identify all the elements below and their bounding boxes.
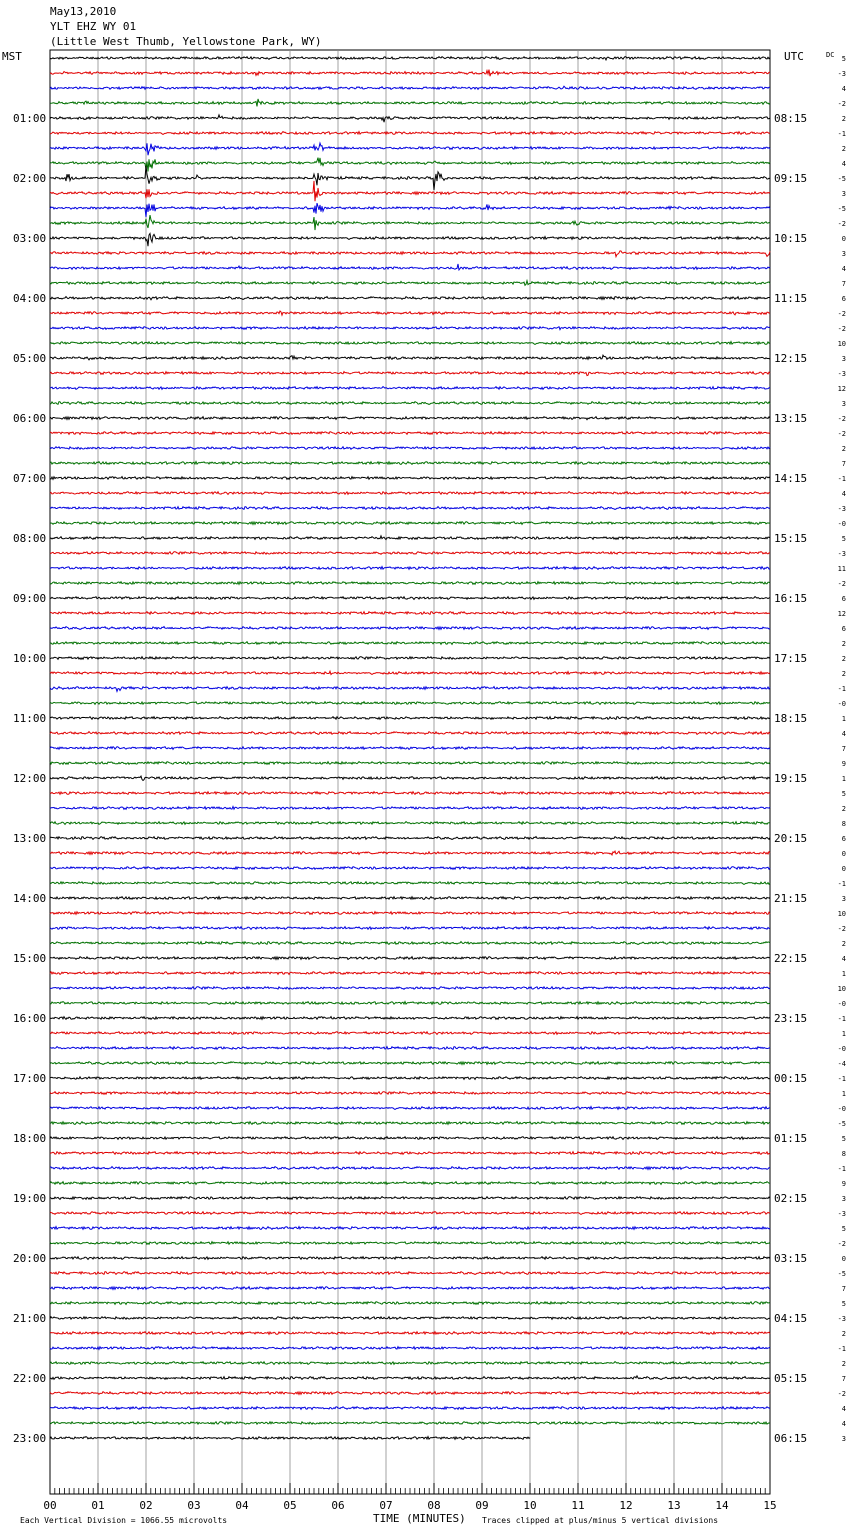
dc-offset-60: 4 (841, 955, 846, 963)
utc-label-1115: 11:15 (774, 292, 808, 305)
dc-offset-labels (838, 55, 846, 1443)
dc-offset-5: -1 (837, 130, 846, 138)
dc-offset-61: 1 (841, 970, 846, 978)
seismogram-trace-45 (50, 732, 770, 735)
dc-offset-37: 12 (837, 610, 846, 618)
seismogram-trace-19 (50, 342, 770, 345)
dc-offset-0: 5 (841, 55, 846, 63)
seismogram-trace-79 (50, 1242, 770, 1245)
seismogram-trace-5 (50, 132, 770, 135)
utc-label-0415: 04:15 (774, 1312, 808, 1325)
seismogram-trace-30 (50, 507, 770, 510)
dc-offset-32: 5 (841, 535, 846, 543)
dc-offset-58: -2 (837, 925, 846, 933)
dc-offset-39: 2 (841, 640, 846, 648)
seismogram-trace-11 (50, 215, 770, 230)
seismogram-trace-89 (50, 1392, 770, 1395)
seismogram-trace-49 (50, 792, 770, 795)
dc-offset-12: 0 (841, 235, 846, 243)
x-tick-label-11: 11 (571, 1499, 585, 1512)
seismogram-trace-44 (50, 717, 770, 720)
left-timezone-label: MST (2, 50, 22, 63)
seismogram-trace-47 (50, 762, 770, 765)
dc-offset-17: -2 (837, 310, 846, 318)
utc-label-1715: 17:15 (774, 652, 808, 665)
seismogram-trace-33 (50, 552, 770, 555)
seismogram-traces (50, 57, 770, 1440)
seismogram-trace-73 (50, 1152, 770, 1155)
seismogram-trace-37 (50, 612, 770, 615)
dc-offset-41: 2 (841, 670, 846, 678)
seismogram-trace-85 (50, 1332, 770, 1335)
seismogram-trace-48 (50, 776, 770, 780)
dc-offset-91: 4 (841, 1420, 846, 1428)
utc-label-0015: 00:15 (774, 1072, 808, 1085)
mst-label-0400: 04:00 (13, 292, 47, 305)
seismogram-trace-75 (50, 1182, 770, 1185)
mst-label-1900: 19:00 (13, 1192, 47, 1205)
seismogram-trace-65 (50, 1032, 770, 1035)
x-tick-label-07: 07 (379, 1499, 393, 1512)
seismogram-trace-50 (50, 807, 770, 810)
seismogram-trace-54 (50, 867, 770, 870)
mst-label-0500: 05:00 (13, 352, 47, 365)
dc-offset-46: 7 (841, 745, 846, 753)
dc-offset-14: 4 (841, 265, 846, 273)
seismogram-trace-77 (50, 1212, 770, 1215)
dc-offset-40: 2 (841, 655, 846, 663)
seismogram-trace-68 (50, 1077, 770, 1080)
dc-offset-79: -2 (837, 1240, 846, 1248)
utc-label-0515: 05:15 (774, 1372, 808, 1385)
dc-offset-34: 11 (837, 565, 846, 573)
dc-offset-43: -0 (837, 700, 846, 708)
x-tick-label-06: 06 (331, 1499, 345, 1512)
seismogram-trace-14 (50, 264, 770, 270)
dc-offset-11: -2 (837, 220, 846, 228)
seismogram-trace-52 (50, 837, 770, 840)
seismogram-trace-17 (50, 311, 770, 315)
seismogram-trace-27 (50, 462, 770, 465)
dc-offset-83: 5 (841, 1300, 846, 1308)
x-tick-label-10: 10 (523, 1499, 537, 1512)
seismogram-trace-67 (50, 1062, 770, 1065)
seismogram-trace-16 (50, 297, 770, 300)
seismogram-trace-15 (50, 281, 770, 286)
seismogram-trace-60 (50, 957, 770, 960)
mst-label-1500: 15:00 (13, 952, 47, 965)
utc-label-1315: 13:15 (774, 412, 808, 425)
dc-offset-55: -1 (837, 880, 846, 888)
x-tick-label-08: 08 (427, 1499, 441, 1512)
x-tick-label-12: 12 (619, 1499, 633, 1512)
dc-offset-24: -2 (837, 415, 846, 423)
dc-offset-68: -1 (837, 1075, 846, 1083)
x-tick-label-04: 04 (235, 1499, 249, 1512)
dc-offset-59: 2 (841, 940, 846, 948)
seismogram-trace-2 (50, 86, 770, 89)
dc-offset-18: -2 (837, 325, 846, 333)
x-tick-label-09: 09 (475, 1499, 489, 1512)
seismogram-trace-32 (50, 536, 770, 540)
dc-offset-90: 4 (841, 1405, 846, 1413)
station-id: YLT EHZ WY 01 (50, 20, 137, 33)
time-axis-tick-labels (43, 1499, 776, 1512)
seismogram-trace-90 (50, 1407, 770, 1410)
x-tick-label-05: 05 (283, 1499, 297, 1512)
dc-offset-84: -3 (837, 1315, 846, 1323)
mst-label-2200: 22:00 (13, 1372, 47, 1385)
dc-offset-35: -2 (837, 580, 846, 588)
seismogram-trace-78 (50, 1227, 770, 1230)
dc-offset-50: 2 (841, 805, 846, 813)
seismogram-trace-59 (50, 942, 770, 945)
dc-offset-21: -3 (837, 370, 846, 378)
dc-offset-30: -3 (837, 505, 846, 513)
seismogram-trace-0 (50, 57, 770, 60)
seismogram-trace-24 (50, 417, 770, 420)
dc-offset-66: -0 (837, 1045, 846, 1053)
utc-label-2215: 22:15 (774, 952, 808, 965)
seismogram-trace-34 (50, 567, 770, 570)
seismogram-trace-46 (50, 747, 770, 750)
seismogram-trace-29 (50, 492, 770, 495)
seismogram-trace-9 (50, 181, 770, 201)
dc-offset-69: 1 (841, 1090, 846, 1098)
dc-offset-89: -2 (837, 1390, 846, 1398)
seismogram-trace-84 (50, 1317, 770, 1320)
seismogram-trace-3 (50, 99, 770, 107)
utc-label-2015: 20:15 (774, 832, 808, 845)
dc-offset-88: 7 (841, 1375, 846, 1383)
dc-offset-23: 3 (841, 400, 846, 408)
seismogram-trace-38 (50, 627, 770, 630)
dc-offset-33: -3 (837, 550, 846, 558)
seismogram-trace-57 (50, 912, 770, 915)
mst-hour-labels (13, 112, 46, 1445)
dc-offset-74: -1 (837, 1165, 846, 1173)
dc-offset-29: 4 (841, 490, 846, 498)
dc-offset-8: -5 (837, 175, 846, 183)
dc-offset-26: 2 (841, 445, 846, 453)
dc-offset-75: 9 (841, 1180, 846, 1188)
mst-label-0600: 06:00 (13, 412, 47, 425)
time-axis-ticks (50, 1483, 770, 1494)
seismogram-trace-42 (50, 687, 770, 692)
right-timezone-label: UTC (784, 50, 804, 63)
utc-label-0315: 03:15 (774, 1252, 808, 1265)
seismogram-trace-61 (50, 972, 770, 975)
seismogram-trace-35 (50, 582, 770, 585)
dc-offset-19: 10 (837, 340, 846, 348)
dc-offset-2: 4 (841, 85, 846, 93)
seismogram-trace-20 (50, 355, 770, 360)
dc-offset-4: 2 (841, 115, 846, 123)
seismogram-trace-23 (50, 402, 770, 405)
dc-offset-64: -1 (837, 1015, 846, 1023)
seismogram-trace-91 (50, 1422, 770, 1425)
seismogram-trace-21 (50, 372, 770, 376)
dc-offset-80: 0 (841, 1255, 846, 1263)
dc-offset-44: 1 (841, 715, 846, 723)
dc-offset-57: 10 (837, 910, 846, 918)
seismogram-trace-36 (50, 597, 770, 600)
utc-label-1015: 10:15 (774, 232, 808, 245)
dc-offset-13: 3 (841, 250, 846, 258)
seismogram-trace-12 (50, 234, 770, 247)
utc-label-0615: 06:15 (774, 1432, 808, 1445)
seismogram-trace-51 (50, 822, 770, 825)
dc-offset-56: 3 (841, 895, 846, 903)
utc-label-1915: 19:15 (774, 772, 808, 785)
x-tick-label-13: 13 (667, 1499, 681, 1512)
mst-label-0700: 07:00 (13, 472, 47, 485)
seismogram-trace-66 (50, 1047, 770, 1050)
dc-offset-77: -3 (837, 1210, 846, 1218)
seismogram-trace-31 (50, 522, 770, 525)
seismogram-trace-88 (50, 1376, 770, 1380)
utc-hour-labels (774, 112, 807, 1445)
seismogram-trace-41 (50, 671, 770, 674)
dc-offset-73: 8 (841, 1150, 846, 1158)
dc-offset-20: 3 (841, 355, 846, 363)
dc-offset-72: 5 (841, 1135, 846, 1143)
seismogram-trace-6 (50, 143, 770, 155)
seismogram-trace-22 (50, 387, 770, 390)
dc-offset-10: -5 (837, 205, 846, 213)
dc-offset-70: -0 (837, 1105, 846, 1113)
mst-label-2300: 23:00 (13, 1432, 47, 1445)
dc-offset-85: 2 (841, 1330, 846, 1338)
utc-label-1215: 12:15 (774, 352, 808, 365)
x-tick-label-14: 14 (715, 1499, 729, 1512)
dc-offset-67: -4 (837, 1060, 846, 1068)
seismogram-trace-4 (50, 115, 770, 122)
seismogram-trace-25 (50, 432, 770, 435)
plot-frame (50, 50, 770, 1494)
dc-offset-38: 6 (841, 625, 846, 633)
dc-offset-25: -2 (837, 430, 846, 438)
seismogram-trace-70 (50, 1107, 770, 1110)
dc-offset-42: -1 (837, 685, 846, 693)
seismogram-trace-63 (50, 1002, 770, 1005)
station-location: (Little West Thumb, Yellowstone Park, WY) (50, 35, 322, 48)
x-axis-title: TIME (MINUTES) (373, 1512, 466, 1525)
dc-offset-6: 2 (841, 145, 846, 153)
utc-label-2315: 23:15 (774, 1012, 808, 1025)
mst-label-1200: 12:00 (13, 772, 47, 785)
mst-label-0200: 02:00 (13, 172, 47, 185)
utc-label-1515: 15:15 (774, 532, 808, 545)
mst-label-1300: 13:00 (13, 832, 47, 845)
utc-label-1815: 18:15 (774, 712, 808, 725)
dc-offset-9: 3 (841, 190, 846, 198)
utc-label-1615: 16:15 (774, 592, 808, 605)
utc-label-0915: 09:15 (774, 172, 808, 185)
seismogram-trace-72 (50, 1137, 770, 1140)
seismogram-trace-69 (50, 1092, 770, 1095)
dc-offset-51: 8 (841, 820, 846, 828)
seismogram-trace-86 (50, 1347, 770, 1350)
utc-label-0115: 01:15 (774, 1132, 808, 1145)
dc-offset-28: -1 (837, 475, 846, 483)
dc-offset-36: 6 (841, 595, 846, 603)
mst-label-0100: 01:00 (13, 112, 47, 125)
seismogram-trace-10 (50, 203, 770, 217)
mst-label-2000: 20:00 (13, 1252, 47, 1265)
dc-offset-16: 6 (841, 295, 846, 303)
dc-offset-87: 2 (841, 1360, 846, 1368)
dc-offset-49: 5 (841, 790, 846, 798)
dc-offset-15: 7 (841, 280, 846, 288)
dc-offset-86: -1 (837, 1345, 846, 1353)
seismogram-trace-1 (50, 70, 770, 77)
seismogram-trace-8 (50, 166, 770, 190)
dc-offset-31: -0 (837, 520, 846, 528)
dc-offset-76: 3 (841, 1195, 846, 1203)
seismogram-trace-71 (50, 1122, 770, 1125)
seismogram-trace-56 (50, 897, 770, 900)
record-date: May13,2010 (50, 5, 117, 18)
seismogram-trace-81 (50, 1272, 770, 1275)
utc-label-2115: 21:15 (774, 892, 808, 905)
dc-offset-48: 1 (841, 775, 846, 783)
mst-label-0800: 08:00 (13, 532, 47, 545)
seismogram-trace-64 (50, 1017, 770, 1020)
dc-offset-53: 0 (841, 850, 846, 858)
dc-offset-3: -2 (837, 100, 846, 108)
seismogram-trace-58 (50, 927, 770, 930)
mst-label-2100: 21:00 (13, 1312, 47, 1325)
seismogram-trace-7 (50, 158, 770, 172)
scale-note: Each Vertical Division = 1066.55 microvolts (20, 1516, 228, 1525)
x-tick-label-00: 00 (43, 1499, 57, 1512)
seismogram-trace-28 (50, 477, 770, 480)
x-tick-label-01: 01 (91, 1499, 105, 1512)
mst-label-1100: 11:00 (13, 712, 47, 725)
x-tick-label-03: 03 (187, 1499, 201, 1512)
seismogram-trace-43 (50, 702, 770, 705)
utc-label-0215: 02:15 (774, 1192, 808, 1205)
dc-offset-47: 9 (841, 760, 846, 768)
dc-offset-62: 10 (837, 985, 846, 993)
seismogram-trace-40 (50, 657, 770, 660)
dc-offset-1: -3 (837, 70, 846, 78)
mst-label-1000: 10:00 (13, 652, 47, 665)
seismogram-trace-82 (50, 1287, 770, 1290)
dc-offset-45: 4 (841, 730, 846, 738)
mst-label-1700: 17:00 (13, 1072, 47, 1085)
x-tick-label-02: 02 (139, 1499, 153, 1512)
seismogram-trace-87 (50, 1362, 770, 1365)
minute-gridlines (98, 50, 722, 1494)
seismogram-trace-53 (50, 851, 770, 855)
seismogram-trace-62 (50, 987, 770, 990)
dc-offset-81: -5 (837, 1270, 846, 1278)
dc-offset-65: 1 (841, 1030, 846, 1038)
mst-label-0300: 03:00 (13, 232, 47, 245)
utc-label-1415: 14:15 (774, 472, 808, 485)
dc-offset-27: 7 (841, 460, 846, 468)
dc-offset-54: 0 (841, 865, 846, 873)
seismogram-trace-13 (50, 251, 770, 257)
dc-offset-22: 12 (837, 385, 846, 393)
dc-offset-92: 3 (841, 1435, 846, 1443)
seismogram-trace-76 (50, 1197, 770, 1200)
utc-label-0815: 08:15 (774, 112, 808, 125)
seismogram-trace-55 (50, 882, 770, 885)
clip-note: Traces clipped at plus/minus 5 vertical divisions (482, 1516, 719, 1525)
mst-label-1400: 14:00 (13, 892, 47, 905)
mst-label-0900: 09:00 (13, 592, 47, 605)
seismogram-trace-74 (50, 1167, 770, 1170)
dc-offset-52: 6 (841, 835, 846, 843)
dc-offset-header: DC (826, 51, 835, 59)
mst-label-1800: 18:00 (13, 1132, 47, 1145)
dc-offset-71: -5 (837, 1120, 846, 1128)
mst-label-1600: 16:00 (13, 1012, 47, 1025)
seismogram-trace-18 (50, 327, 770, 330)
seismogram-trace-80 (50, 1257, 770, 1260)
dc-offset-78: 5 (841, 1225, 846, 1233)
dc-offset-63: -0 (837, 1000, 846, 1008)
x-tick-label-15: 15 (763, 1499, 777, 1512)
dc-offset-82: 7 (841, 1285, 846, 1293)
dc-offset-7: 4 (841, 160, 846, 168)
seismogram-trace-26 (50, 447, 770, 450)
seismogram-trace-39 (50, 642, 770, 645)
seismogram-trace-83 (50, 1302, 770, 1305)
